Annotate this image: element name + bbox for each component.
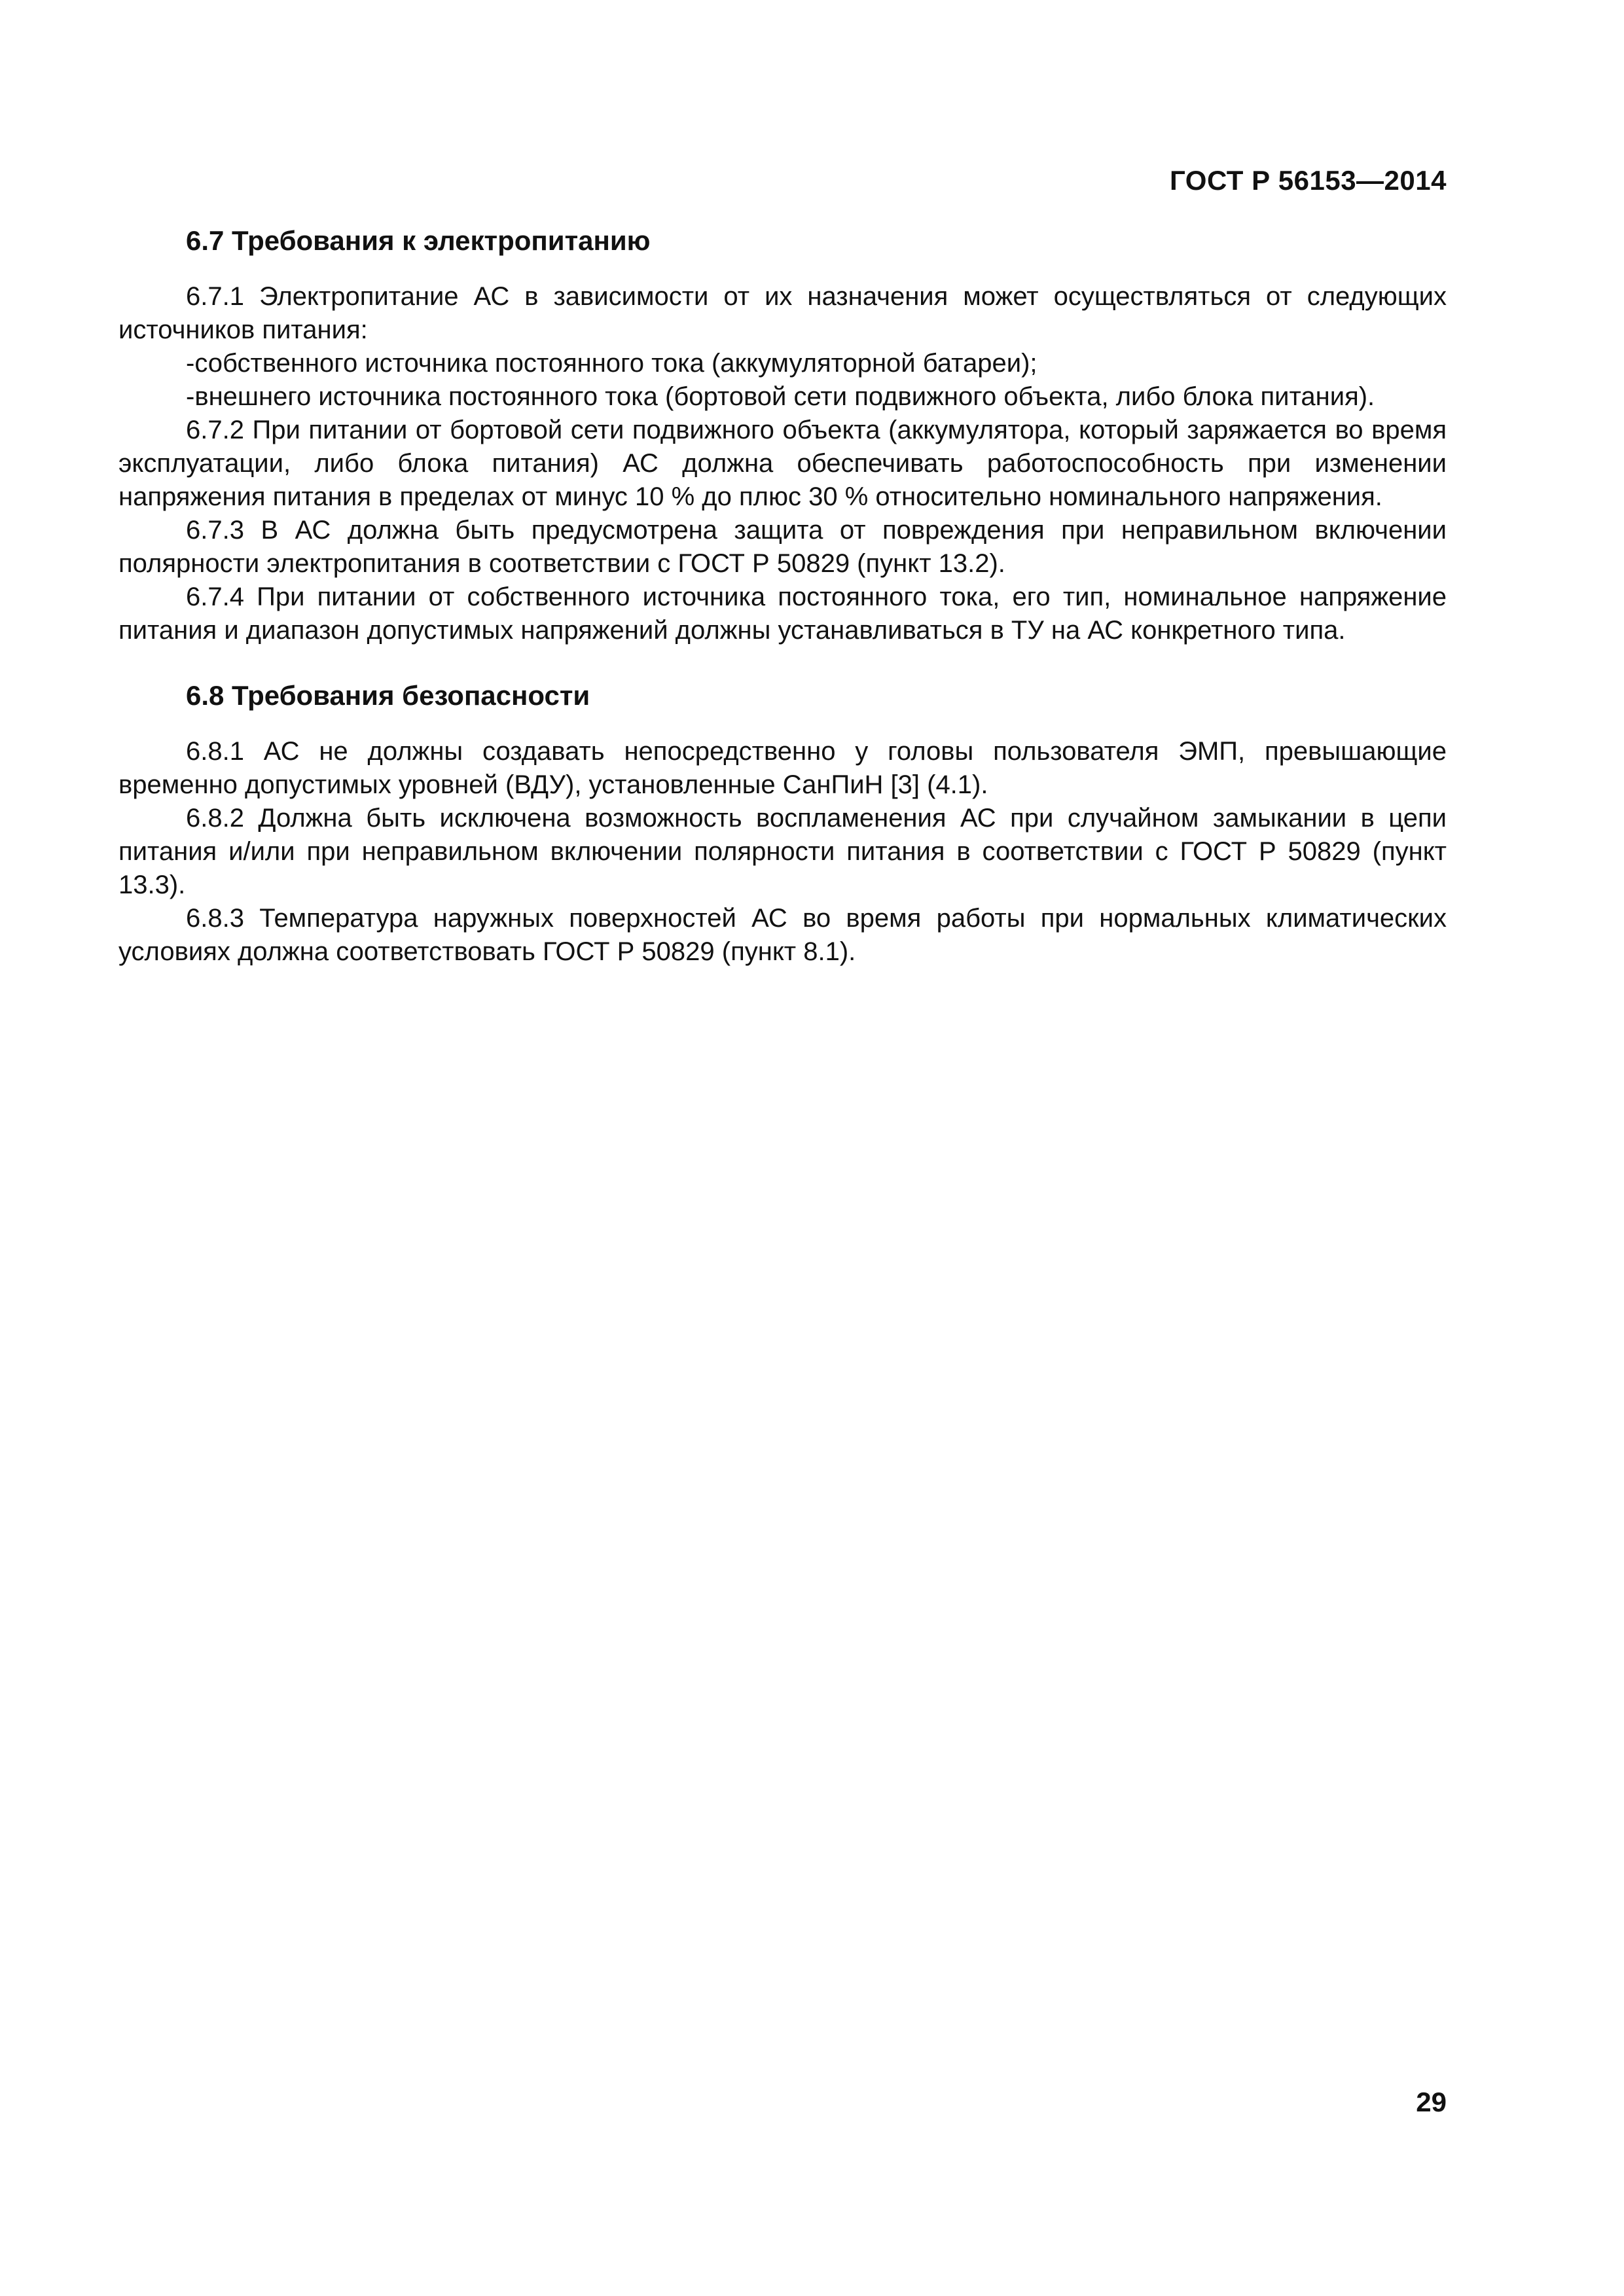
document-body [118,221,1447,969]
section-title-6-7: 6.7 Требования к электропитанию [186,225,651,256]
paragraph-6-7-4: 6.7.4 При питании от собственного источника постоянного тока, его тип, номинальное напряжение питания и диапазон допустимых напряжений должны устанавливаться в ТУ на АС конкретного типа. [118,583,1447,645]
paragraph-6-7-3: 6.7.3 В АС должна быть предусмотрена защита от повреждения при неправильном включении полярности электропитания в соответствии с ГОСТ Р 50829 (пункт 13.2). [118,516,1447,578]
section-title-6-8: 6.8 Требования безопасности [186,680,590,711]
paragraph-6-7-1: 6.7.1 Электропитание АС в зависимости от их назначения может осуществляться от следующих источников питания: [118,282,1447,344]
page-number: 29 [1416,2087,1447,2117]
paragraph-6-7-2: 6.7.2 При питании от бортовой сети подвижного объекта (аккумулятора, который заряжается во время эксплуатации, либо блока питания) АС должна обеспечивать работоспособность при изменении напряжения питания в пределах от минус 10 % до плюс 30 % относительно номинального напряжения. [118,416,1447,511]
document-code: ГОСТ Р 56153—2014 [1170,165,1447,196]
paragraph-6-8-3: 6.8.3 Температура наружных поверхностей АС во время работы при нормальных климатических условиях должна соответствовать ГОСТ Р 50829 (пункт 8.1). [118,904,1447,966]
list-item-external-source: -внешнего источника постоянного тока (бортовой сети подвижного объекта, либо блока питания). [186,382,1375,411]
list-item-own-source: -собственного источника постоянного тока (аккумуляторной батареи); [186,349,1038,378]
paragraph-6-8-2: 6.8.2 Должна быть исключена возможность воспламенения АС при случайном замыкании в цепи питания и/или при неправильном включении полярности питания в соответствии с ГОСТ Р 50829 (пункт 13.3). [118,804,1447,899]
paragraph-6-8-1: 6.8.1 АС не должны создавать непосредственно у головы пользователя ЭМП, превышающие временно допустимых уровней (ВДУ), установленные СанПиН [3] (4.1). [118,737,1447,799]
